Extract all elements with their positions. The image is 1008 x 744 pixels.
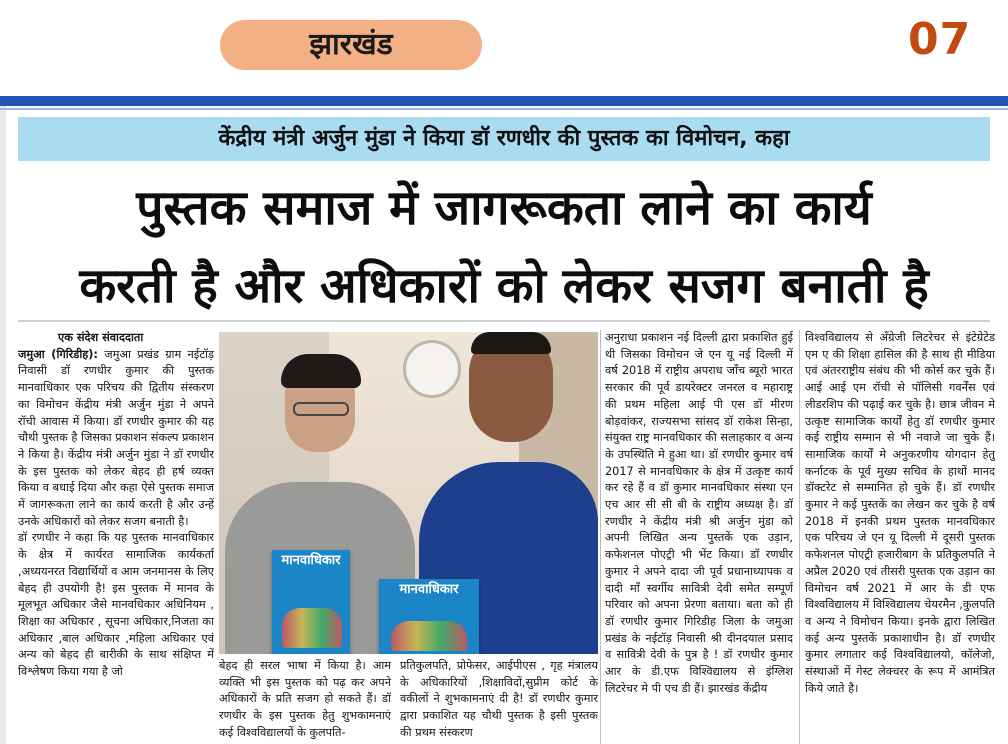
article-paragraph [18,347,214,531]
headline-line-2: करती है और अधिकारों को लेकर सजग बनाती है [79,258,929,314]
book-title: मानवाधिकार [399,582,459,597]
column-divider [600,330,601,744]
book-hands-art [282,608,342,648]
page-edge [0,0,6,744]
article-column-1 [18,330,214,744]
book-hands-art [391,621,467,651]
article-paragraph: विश्वविद्यालय से अँग्रेजी लिटरेचर से इंटेग्रेटेड एम ए की शिक्षा हासिल की है साथ ही मीडिया एवं अंतरराष्ट्रीय संबंध की भी कोर्स कर चुके हैं। आई आई एम रॉची से पॉलिसी गवर्नेंस एवं लीडरशिप की पढ़ाई कर चुके है। छात्र जीवन मे उत्कृष्ट सामाजिक कार्यों हेतु डॉ रणधीर कुमार कई राष्ट्रीय सम्मान से भी नवाजे जा चुके हैं। सामाजिक कार्यों मे अनुकरणीय योगदान हेतु कर्नाटक के पूर्व मुख्य सचिव के हाथों मानद डॉक्टरेट से सम्मानित हो चुके हैं। डॉ रणधीर कुमार ने कई पुस्तकें का लेखन कर चुके है वर्ष 2018 में इनकी प्रथम पुस्तक मानवधिकार एक परिचय जे एन यू दिल्ली में दूसरी पुस्तक कफेशनल पोएट्री हजारीबाग के प्रतिकुलपति ने अप्रैल 2020 एवं तीसरी पुस्तक एक उड़ान का विमोचन वर्ष 2021 में आर के डी एफ विश्वविद्यालय में विश्विद्यालय चेयरमैन ,कुलपति व अन्य ने विमोचन किया। इनके द्वारा लिखित कई अन्य पुस्तकें प्रकाशाधीन है। डॉ रणधीर कुमार लगातार कई विश्वविद्यालयो, कॉलेजो, संस्थाओं में गेस्ट लेक्चरर के रूप में आमंत्रित किये जाते है। [805,331,995,695]
kicker-strap: केंद्रीय मंत्री अर्जुन मुंडा ने किया डॉ रणधीर की पुस्तक का विमोचन, कहा [18,117,990,161]
book-cover-1 [272,550,350,654]
headline-line-1: पुस्तक समाज में जागरूकता लाने का कार्य [136,180,872,236]
book-title: मानवाधिकार [281,553,341,568]
glasses [293,402,349,416]
page-header [0,0,1008,96]
article-paragraph: बेहद ही सरल भाषा में किया है। आम व्यक्ति भी इस पुस्तक को पढ़ कर अपने अधिकारों के प्रति सजग हो सकते हैं। डॉ रणधीर के इस पुस्तक हेतु शुभकामनाएं कई विश्वविद्यालयों के कुलपति- [219,659,391,739]
article-column-3 [400,658,598,744]
page-number: 07 [908,14,972,65]
article-column-4 [605,330,793,744]
wall-clock [403,340,461,398]
article-column-2 [219,658,391,744]
article-photo [219,332,598,654]
header-rule-thin [0,108,1008,110]
article-paragraph: डॉ रणधीर ने कहा कि यह पुस्तक मानवाधिकार के क्षेत्र में कार्यरत सामाजिक कार्यकर्ता ,अध्ययनरत विद्यार्थियों व आम जनमानस के लिए बेहद ही उपयोगी है! इस पुस्तक में मानव के मूलभूत अधिकार जैसे मानवधिकार अधिनियम , शिक्षा का अधिकार , सूचना अधिकार,निजता का अधिकार ,बाल अधिकार ,महिला अधिकार एवं अन्य को बेहद ही बारीकी के साथ संक्षिप्त में विश्लेषण किया गया है जो [18,531,214,679]
section-label: झारखंड [220,20,482,70]
header-rule [0,96,1008,106]
dateline: जमुआ (गिरिडीह): [18,347,98,361]
headline-rule [18,320,990,322]
article-paragraph: अनुराधा प्रकाशन नई दिल्ली द्वारा प्रकाशित हुई थी जिसका विमोचन जे एन यू नई दिल्ली में वर्ष 2018 में राष्ट्रीय अपराध जाँच ब्यूरो भारत सरकार की पूर्व डायरेक्टर जनरल व महाराष्ट्र की प्रथम महिला आई पी एस डॉ मीरण बोड़वांकर, राज्यसभा सांसद डॉ राकेश सिन्हा, संयुक्त राष्ट्र मानवधिकार की सलाहकार व अन्य के उपस्थिति मे हुआ था। डॉ रणधीर कुमार वर्ष 2017 से मानवधिकार के क्षेत्र में उत्कृष्ट कार्य कर रहे हैं व डॉ कुमार मानवधिकार संस्था एन एच आर सी सी बी के राष्ट्रीय अध्यक्ष है। डॉ रणधीर ने केंद्रीय मंत्री श्री अर्जुन मुंडा को अपनी लिखित अन्य पुस्तकें एक उड़ान, कफेशनल पोएट्री भी भेंट किया। डॉ रणधीर कुमार ने अपने दादा जी पूर्व प्रधानाध्यापक व दादी माँ स्वर्गीय सावित्री देवी समेत सम्पूर्ण परिवार को अपना प्रेरणा बताया। बता को ही डॉ रणधीर कुमार गिरिडीह जिला के जमुआ प्रखंड के नईटॉड़ निवासी श्री दीनदयाल प्रसाद व सावित्री देवी के पुत्र है ! डॉ रणधीर कुमार आर के डी.एफ विश्विद्यालय से इंग्लिश लिटरेचर मे पी एच डी हैं। झारखंड केंद्रीय [605,331,793,695]
column-divider [799,330,800,744]
person-left-hair [281,354,361,388]
book-cover-2 [379,579,479,654]
person-right-hair [471,332,551,354]
article-paragraph: प्रतिकुलपति, प्रोफेसर, आईपीएस , गृह मंत्रालय के अधिकारियों ,शिक्षाविदों,सुप्रीम कोर्ट के वकीलों ने शुभकामनाएं दी है! डॉ रणधीर कुमार द्वारा प्रकाशित यह चौथी पुस्तक है इसी पुस्तक की प्रथम संस्करण [400,659,598,739]
paragraph-text: जमुआ प्रखंड ग्राम नईटॉड़ निवासी डॉ रणधीर कुमार की पुस्तक मानवाधिकार एक परिचय की द्वितीय संस्करण का विमोचन केंद्रीय मंत्री अर्जुन मुंडा ने अपने रॉची आवास में किया। डॉ रणधीर कुमार की यह चौथी पुस्तक है जिसका प्रकाशन संकल्प प्रकाशन ने किया है। केंद्रीय मंत्री अर्जुन मुंडा ने डॉ रणधीर के इस पुस्तक को लेकर बेहद ही हर्ष व्यक्त किया व बधाई दिया और कहा ऐसे पुस्तक समाज में जागरूकता लाने का कार्य करती है और उन्हें उनके अधिकारों को लेकर सजग बनाती है। [18,347,214,528]
byline: एक संदेश संवाददाता [58,331,144,344]
article-column-5 [805,330,995,744]
